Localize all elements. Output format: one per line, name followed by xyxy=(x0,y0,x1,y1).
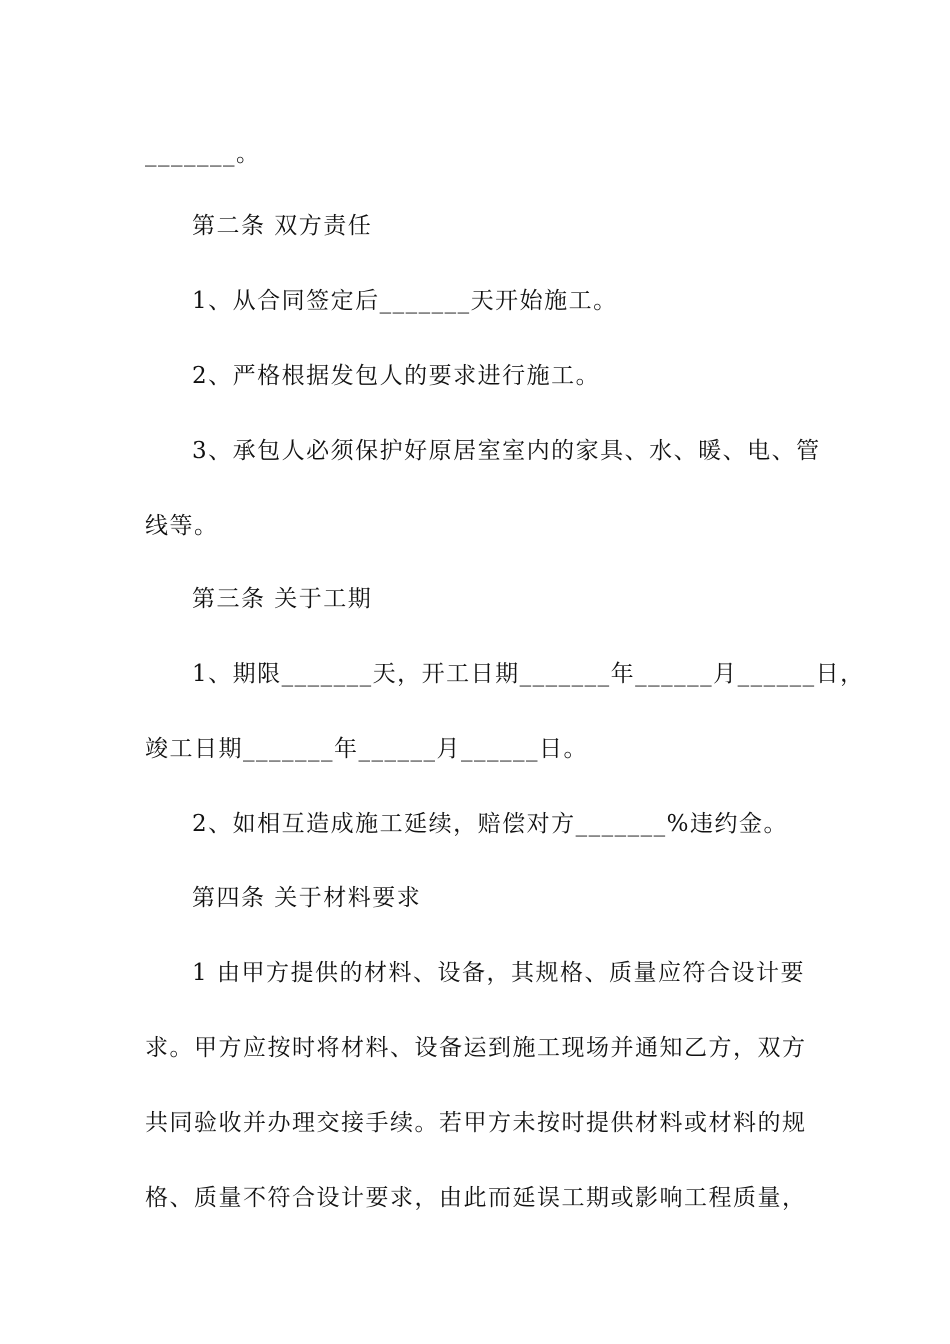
clause-4-1-line-1: 1 由甲方提供的材料、设备，其规格、质量应符合设计要 xyxy=(192,960,805,986)
clause-2-2: 2、严格根据发包人的要求进行施工。 xyxy=(192,363,601,389)
clause-3-2: 2、如相互造成施工延续，赔偿对方_______%违约金。 xyxy=(192,811,788,837)
clause-2-1: 1、从合同签定后_______天开始施工。 xyxy=(192,288,618,314)
clause-2-3-line-1: 3、承包人必须保护好原居室室内的家具、水、暖、电、管 xyxy=(192,438,821,464)
section-heading-2: 第二条 双方责任 xyxy=(192,213,373,239)
clause-3-1-line-2: 竣工日期_______年______月______日。 xyxy=(145,736,588,762)
clause-4-1-line-4: 格、质量不符合设计要求，由此而延误工期或影响工程质量， xyxy=(145,1185,807,1211)
text-line-blank-end: _______。 xyxy=(145,141,261,167)
clause-4-1-line-3: 共同验收并办理交接手续。若甲方未按时提供材料或材料的规 xyxy=(145,1110,807,1136)
clause-3-1-line-1: 1、期限_______天，开工日期_______年______月______日， xyxy=(192,661,865,687)
section-heading-3: 第三条 关于工期 xyxy=(192,586,373,612)
clause-2-3-line-2: 线等。 xyxy=(145,513,219,539)
clause-4-1-line-2: 求。甲方应按时将材料、设备运到施工现场并通知乙方，双方 xyxy=(145,1035,807,1061)
section-heading-4: 第四条 关于材料要求 xyxy=(192,885,422,911)
